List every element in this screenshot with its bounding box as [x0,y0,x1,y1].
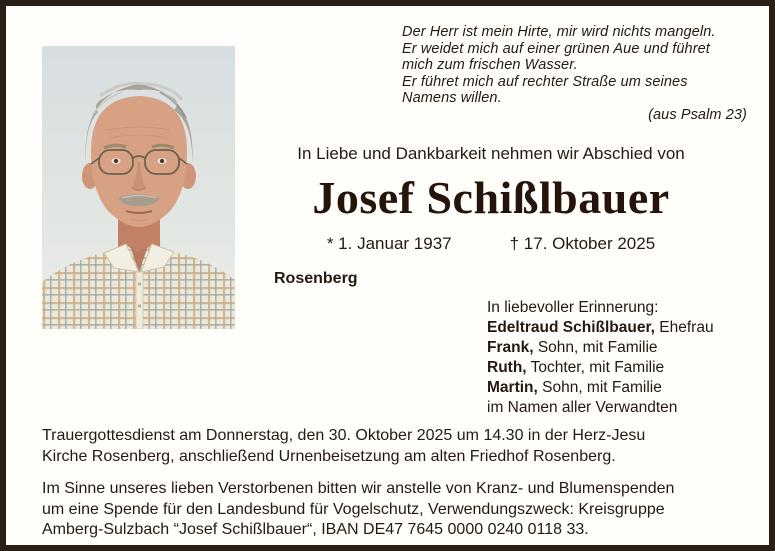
psalm-line: Er führet mich auf rechter Straße um seines [402,73,688,90]
residence: Rosenberg [274,270,358,287]
psalm-quote [402,24,747,123]
memorial-entry [487,338,762,358]
portrait-photo-illustration [42,46,235,329]
psalm-line: Er weidet mich auf einer grünen Aue und führet [402,40,710,57]
family-member-relation: Sohn, mit Familie [533,339,658,356]
psalm-line: Der Herr ist mein Hirte, mir wird nichts mangeln. [402,24,716,40]
deceased-name: Josef Schißlbauer [312,172,670,223]
psalm-attribution: (aus Psalm 23) [648,106,747,123]
birth-date: * 1. Januar 1937 [326,234,452,253]
memorial-entry [487,378,762,398]
family-member-relation: Ehefrau [654,319,714,336]
family-member-name: Martin, [487,379,538,396]
psalm-line: mich zum frischen Wasser. [402,57,578,73]
family-member-name: Frank, [487,339,534,356]
donation-line: Amberg-Sulzbach “Josef Schißlbauer“, IBAN DE47 7645 0000 0240 0118 33. [42,521,589,538]
donation-info [42,479,752,541]
service-info [42,426,752,467]
service-line: Kirche Rosenberg, anschließend Urnenbeisetzung am alten Friedhof Rosenberg. [42,447,616,465]
portrait-photo [42,46,235,329]
memorial-list [487,298,762,418]
intro-line: In Liebe und Dankbarkeit nehmen wir Abschied von [297,144,685,163]
family-member-relation: Sohn, mit Familie [537,379,662,396]
memorial-title: In liebevoller Erinnerung: [487,299,659,316]
service-line: Trauergottesdienst am Donnerstag, den 30. Oktober 2025 um 14.30 in der Herz-Jesu [42,427,646,444]
memorial-closing: im Namen aller Verwandten [487,399,678,416]
donation-line: Im Sinne unseres lieben Verstorbenen bitten wir anstelle von Kranz- und Blumenspenden [42,480,675,497]
family-member-name: Ruth, [487,359,527,376]
memorial-entry [487,358,762,378]
donation-line: um eine Spende für den Landesbund für Vogelschutz, Verwendungszweck: Kreisgruppe [42,500,665,518]
death-date: † 17. Oktober 2025 [509,234,656,253]
family-member-relation: Tochter, mit Familie [526,359,665,376]
name-block [226,144,756,254]
psalm-line: Namens willen. [402,90,502,106]
memorial-entry [487,318,762,338]
family-member-name: Edeltraud Schißlbauer, [487,319,655,336]
life-dates [226,234,756,254]
